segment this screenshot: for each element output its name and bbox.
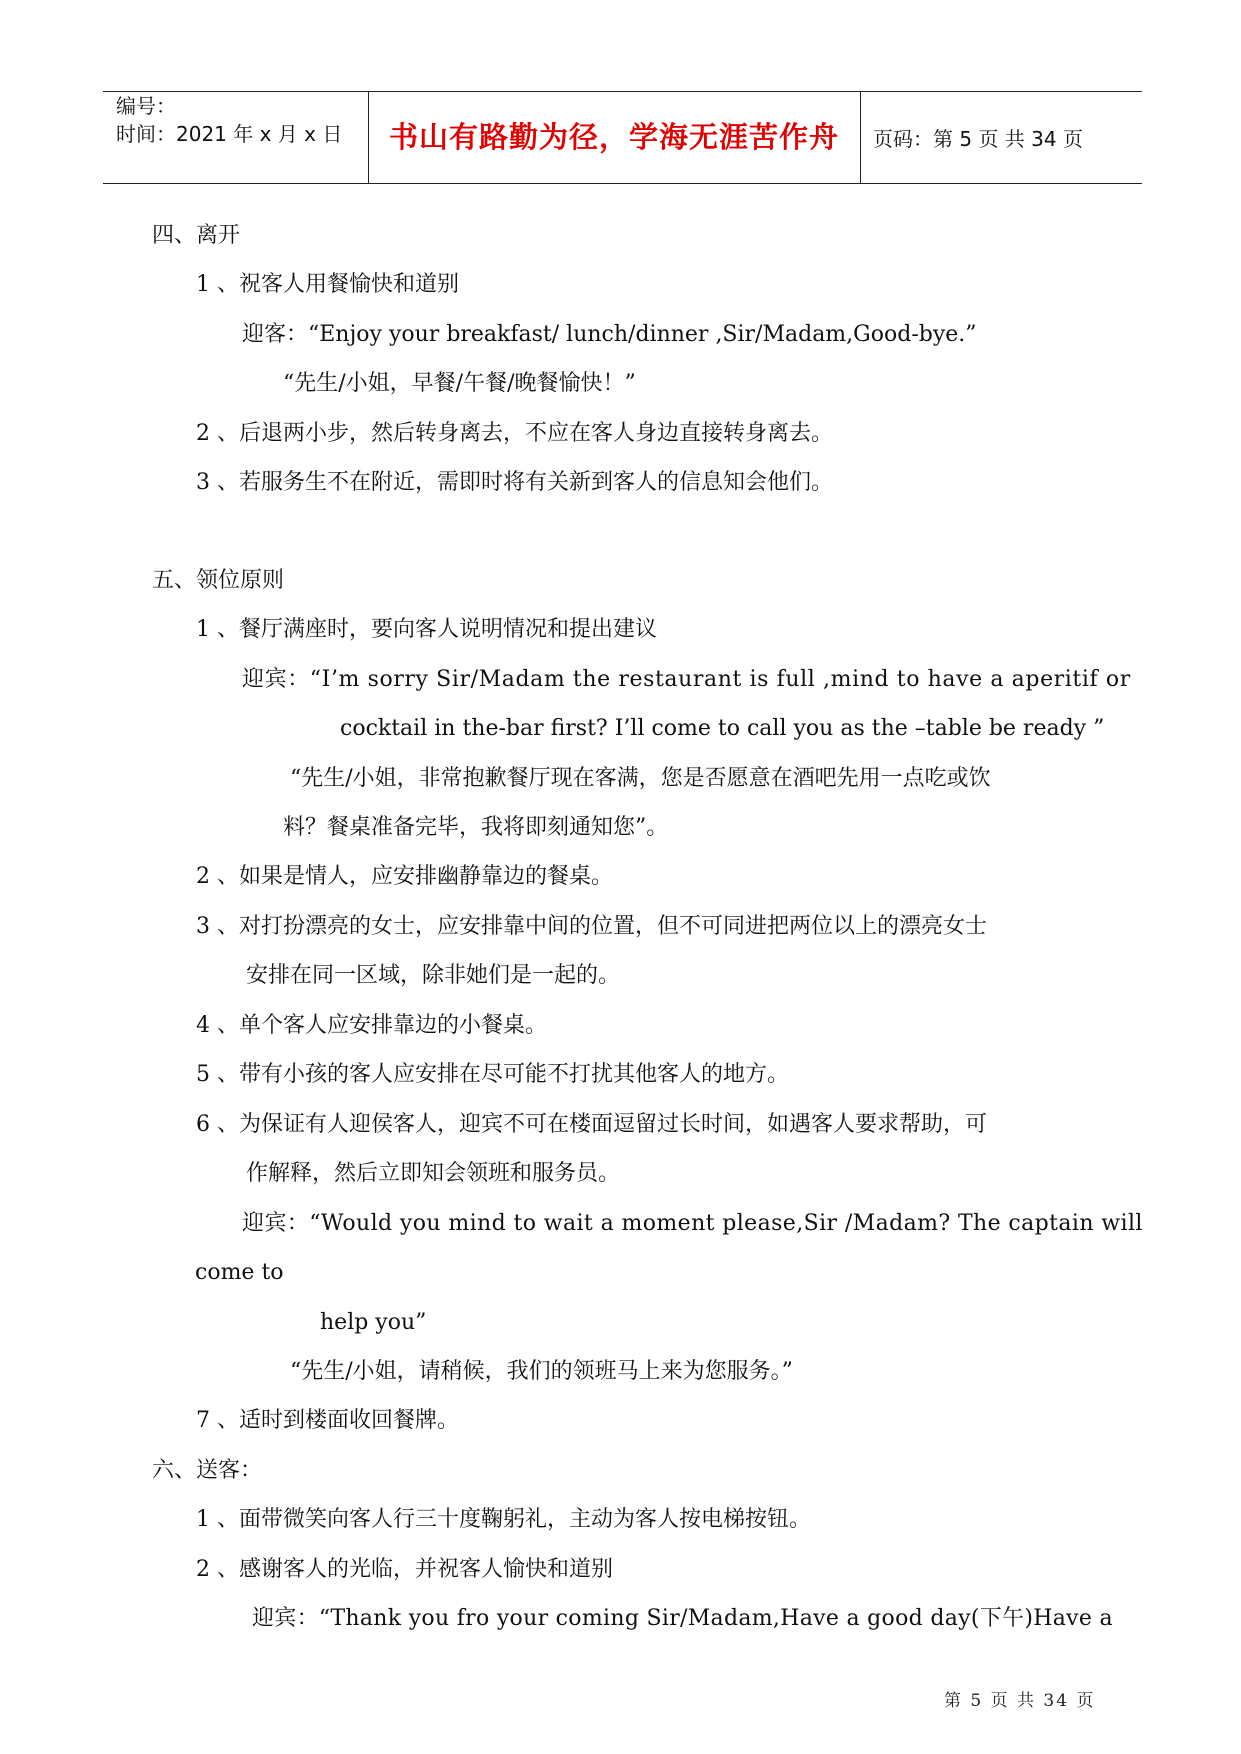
list-item: 1 、餐厅满座时，要向客人说明情况和提出建议 — [196, 617, 657, 642]
list-item: 4 、单个客人应安排靠边的小餐桌。 — [196, 1013, 547, 1038]
header-number-label: 编号： — [116, 94, 176, 118]
list-item: 2 、感谢客人的光临，并祝客人愉快和道别 — [196, 1557, 613, 1582]
list-item: 1 、面带微笑向客人行三十度鞠躬礼，主动为客人按电梯按钮。 — [196, 1507, 811, 1532]
list-item: 2 、后退两小步，然后转身离去，不应在客人身边直接转身离去。 — [196, 421, 833, 446]
header-time-label: 时间：2021 年 x 月 x 日 — [116, 122, 343, 146]
section-heading-leave: 四、离开 — [152, 223, 241, 248]
header-bottom-rule — [103, 183, 1142, 184]
list-item: 3 、若服务生不在附近，需即时将有关新到客人的信息知会他们。 — [196, 470, 833, 495]
dialogue-translation: “先生/小姐，早餐/午餐/晚餐愉快！” — [283, 371, 636, 396]
dialogue-line: 迎宾：“Would you mind to wait a moment please,Sir /Madam? The captain will — [242, 1211, 1143, 1236]
dialogue-translation: “先生/小姐，非常抱歉餐厅现在客满，您是否愿意在酒吧先用一点吃或饮 — [290, 766, 991, 791]
list-item: 5 、带有小孩的客人应安排在尽可能不打扰其他客人的地方。 — [196, 1062, 789, 1087]
section-heading-seating: 五、领位原则 — [152, 568, 285, 593]
footer-page-number: 第 5 页 共 34 页 — [944, 1691, 1096, 1711]
dialogue-line: 迎客：“Enjoy your breakfast/ lunch/dinner ,Sir/Madam,Good-bye.” — [242, 322, 977, 347]
header-meta — [116, 92, 342, 148]
dialogue-line: 迎宾：“Thank you fro your coming Sir/Madam,Have a good day(下午)Have a — [252, 1606, 1113, 1631]
dialogue-line: 迎宾：“I’m sorry Sir/Madam the restaurant is full ,mind to have a aperitif or — [242, 667, 1131, 692]
list-item: 2 、如果是情人，应安排幽静靠边的餐桌。 — [196, 864, 613, 889]
section-heading-farewell: 六、送客： — [152, 1458, 263, 1483]
list-item: 1 、祝客人用餐愉快和道别 — [196, 272, 459, 297]
dialogue-line-continued: help you” — [320, 1310, 427, 1335]
header-divider-right — [860, 91, 861, 183]
list-item: 6 、为保证有人迎侯客人，迎宾不可在楼面逗留过长时间，如遇客人要求帮助，可 — [196, 1112, 987, 1137]
dialogue-line-continued: come to — [195, 1260, 284, 1285]
dialogue-translation: “先生/小姐，请稍候，我们的领班马上来为您服务。” — [290, 1359, 793, 1384]
dialogue-line-continued: cocktail in the-bar first? I’ll come to call you as the –table be ready ” — [340, 716, 1105, 741]
header-motto: 书山有路勤为径，学海无涯苦作舟 — [388, 120, 839, 154]
list-item-continued: 作解释，然后立即知会领班和服务员。 — [246, 1161, 621, 1186]
list-item: 7 、适时到楼面收回餐牌。 — [196, 1408, 459, 1433]
dialogue-translation-continued: 料？餐桌准备完毕，我将即刻通知您”。 — [283, 815, 669, 840]
list-item-continued: 安排在同一区域，除非她们是一起的。 — [246, 963, 621, 988]
header-page-info: 页码：第 5 页 共 34 页 — [873, 127, 1083, 151]
list-item: 3 、对打扮漂亮的女士，应安排靠中间的位置，但不可同进把两位以上的漂亮女士 — [196, 914, 987, 939]
